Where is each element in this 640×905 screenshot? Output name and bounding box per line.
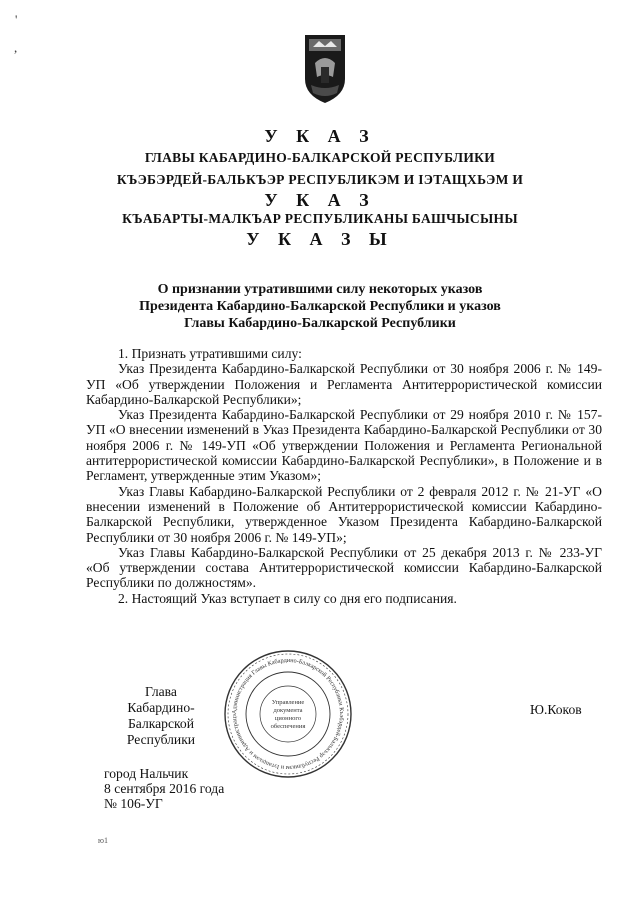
signatory-name: Ю.Коков	[530, 702, 582, 717]
position-line: Глава	[145, 684, 177, 699]
body-paragraph: Указ Президента Кабардино-Балкарской Республики от 29 ноября 2010 г. № 157-УП «О внесении изменений в Указ Президента Кабардино-Балкарской Республики от 30 ноября 2006 г. № 149-УП «Об утверждении Положения и Регламента Региональной антитеррористической комиссии Кабардино-Балкарской Республики», в Положение и в Регламент, утвержденные этим Указом»;	[86, 407, 602, 484]
body-paragraph: 1. Признать утратившими силу:	[118, 346, 302, 361]
document-title	[0, 281, 640, 332]
meta-city: город Нальчик	[104, 766, 189, 781]
coat-of-arms-emblem	[303, 33, 347, 105]
document-meta	[104, 766, 224, 811]
position-line: Кабардино-Балкарской	[127, 700, 195, 731]
seal-center-line: Управление	[271, 699, 305, 706]
header-kabardian: КЪЭБЭРДЕЙ-БАЛЬКЪЭР РЕСПУБЛИКЭМ И IЭТАЩХЬЭМ И	[116, 172, 524, 187]
title-line: Главы Кабардино-Балкарской Республики	[184, 316, 456, 331]
position-line: Республики	[126, 732, 196, 747]
title-line: Президента Кабардино-Балкарской Республики и указов	[139, 299, 501, 314]
title-line: О признании утратившими силу некоторых указов	[157, 282, 483, 297]
seal-ring-text: Администрация Главы Кабардино-Балкарской Республики Къэбэрдей-Балъкъэр Республикэм и Iэтащхьэм и Администрацэ	[230, 656, 346, 772]
stray-mark: '	[15, 12, 18, 27]
footer-mark: ю1	[98, 836, 108, 845]
seal-center-line: документа	[273, 707, 303, 714]
header-ukazy-balkar: У К А З Ы	[246, 229, 394, 249]
body-paragraph: Указ Главы Кабардино-Балкарской Республики от 2 февраля 2012 г. № 21-УГ «О внесении изменений в Положение об Антитеррористической комиссии Кабардино-Балкарской Республики, утвержденное Указом Президента Кабардино-Балкарской Республики от 30 ноября 2006 г. № 149-УП»;	[86, 483, 602, 545]
seal-center-line: обеспечения	[270, 723, 306, 730]
header-balkar: КЪАБАРТЫ-МАЛКЪАР РЕСПУБЛИКАНЫ БАШЧЫСЫНЫ	[122, 211, 518, 226]
header-russian: ГЛАВЫ КАБАРДИНО-БАЛКАРСКОЙ РЕСПУБЛИКИ	[144, 150, 496, 165]
seal-center-line: ционного	[274, 715, 302, 722]
stray-mark: ,	[14, 40, 18, 55]
signatory-position	[96, 684, 226, 748]
header-ukaz-kabardian: У К А З	[264, 190, 376, 210]
body-paragraph: 2. Настоящий Указ вступает в силу со дня его подписания.	[118, 590, 457, 606]
official-seal	[222, 648, 354, 780]
meta-date: 8 сентября 2016 года	[104, 781, 225, 796]
body-paragraph: Указ Президента Кабардино-Балкарской Республики от 30 ноября 2006 г. № 149-УП «Об утверждении Положения и Регламента Антитеррористической комиссии Кабардино-Балкарской Республики»;	[86, 361, 602, 407]
meta-number: № 106-УГ	[104, 796, 163, 811]
document-body	[86, 346, 602, 606]
body-paragraph: Указ Главы Кабардино-Балкарской Республики от 25 декабря 2013 г. № 233-УГ «Об утверждении состава Антитеррористической комиссии Кабардино-Балкарской Республики по должностям».	[86, 544, 602, 591]
header-ukaz: У К А З	[264, 126, 376, 146]
